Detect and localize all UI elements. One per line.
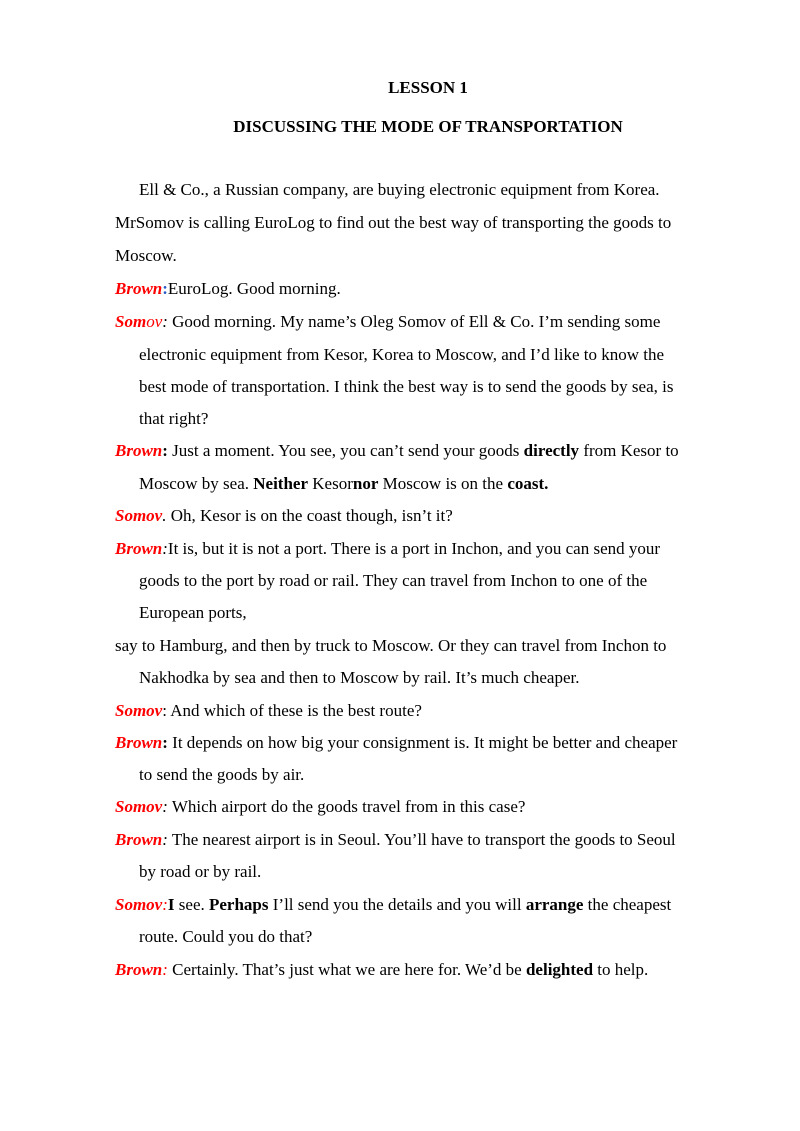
- lesson-title: DISCUSSING THE MODE OF TRANSPORTATION: [233, 117, 623, 136]
- dialogue-line: [115, 733, 677, 753]
- intro-line: Moscow.: [115, 246, 177, 265]
- dialogue-text: Which airport do the goods travel from in this case?: [167, 797, 526, 816]
- speaker-colon: :: [162, 733, 168, 752]
- dialogue-text: It is, but it is not a port. There is a port in Inchon, and you can send your: [167, 539, 661, 558]
- key-word: arrange: [525, 895, 584, 914]
- dialogue-line: by road or by rail.: [139, 862, 262, 881]
- dialogue-line: [115, 797, 525, 817]
- dialogue-line: [115, 279, 341, 299]
- dialogue-text: Good morning. My name’s Oleg Somov of Ell & Co. I’m sending some: [167, 312, 661, 331]
- dialogue-text: And which of these is the best route?: [166, 701, 422, 720]
- speaker-name: Brown: [115, 279, 163, 298]
- dialogue-text: the cheapest: [583, 895, 672, 914]
- key-word: Perhaps: [209, 895, 269, 914]
- speaker-name-part: Som: [115, 312, 147, 331]
- dialogue-line: [115, 312, 660, 332]
- dialogue-text: I’ll send you the details and you will: [268, 895, 526, 914]
- dialogue-line: best mode of transportation. I think the best way is to send the goods by sea, is: [139, 377, 674, 396]
- dialogue-text: see.: [174, 895, 209, 914]
- dialogue-text: to help.: [593, 960, 649, 979]
- key-word: Neither: [253, 474, 309, 493]
- speaker-colon: :: [162, 960, 168, 979]
- speaker-name: Brown: [115, 539, 163, 558]
- dialogue-line: electronic equipment from Kesor, Korea to Moscow, and I’d like to know the: [139, 345, 665, 364]
- dialogue-text: I: [167, 895, 175, 914]
- speaker-name: Somov: [115, 895, 163, 914]
- speaker-colon: :: [162, 797, 168, 816]
- speaker-name: Brown: [115, 960, 163, 979]
- intro-line: Ell & Co., a Russian company, are buying electronic equipment from Korea.: [139, 180, 660, 199]
- dialogue-line: Nakhodka by sea and then to Moscow by rail. It’s much cheaper.: [139, 668, 580, 687]
- dialogue-line: [115, 701, 422, 721]
- dialogue-text: EuroLog. Good morning.: [167, 279, 341, 298]
- speaker-colon: :: [162, 701, 167, 720]
- dialogue-line: say to Hamburg, and then by truck to Moscow. Or they can travel from Inchon to: [115, 636, 667, 655]
- key-word: coast.: [507, 474, 549, 493]
- dialogue-text: Certainly. That’s just what we are here for. We’d be: [167, 960, 526, 979]
- dialogue-text: Moscow is on the: [378, 474, 508, 493]
- dialogue-line: [115, 895, 671, 915]
- speaker-name: Brown: [115, 441, 163, 460]
- speaker-colon: :: [162, 441, 168, 460]
- dialogue-text: Kesor: [308, 474, 353, 493]
- dialogue-text: Moscow by sea.: [139, 474, 254, 493]
- dialogue-line: route. Could you do that?: [139, 927, 313, 946]
- speaker-colon: :: [162, 830, 168, 849]
- dialogue-text: from Kesor to: [579, 441, 679, 460]
- dialogue-line: that right?: [139, 409, 209, 428]
- dialogue-line: [139, 474, 548, 494]
- speaker-colon: .: [162, 506, 167, 525]
- dialogue-text: Just a moment. You see, you can’t send your goods: [167, 441, 524, 460]
- speaker-colon: :: [162, 895, 168, 914]
- speaker-colon: :: [162, 279, 168, 298]
- dialogue-text: The nearest airport is in Seoul. You’ll have to transport the goods to Seoul: [167, 830, 676, 849]
- dialogue-line: to send the goods by air.: [139, 765, 305, 784]
- speaker-name: Brown: [115, 733, 163, 752]
- speaker-name: Somov: [115, 797, 163, 816]
- speaker-name: Somov: [115, 506, 163, 525]
- dialogue-text: Oh, Kesor is on the coast though, isn’t it?: [166, 506, 453, 525]
- lesson-heading: LESSON 1: [388, 78, 468, 97]
- key-word: directly: [523, 441, 580, 460]
- key-word: delighted: [525, 960, 594, 979]
- speaker-name-part: ov: [146, 312, 163, 331]
- key-word: nor: [352, 474, 379, 493]
- speaker-colon: :: [162, 312, 168, 331]
- dialogue-line: [115, 539, 660, 559]
- dialogue-line: [115, 830, 676, 850]
- speaker-name: Somov: [115, 701, 163, 720]
- intro-line: MrSomov is calling EuroLog to find out the best way of transporting the goods to: [115, 213, 672, 232]
- speaker-colon: :: [162, 539, 168, 558]
- speaker-name: Brown: [115, 830, 163, 849]
- dialogue-line: [115, 960, 648, 980]
- dialogue-line: European ports,: [139, 603, 247, 622]
- dialogue-line: [115, 506, 453, 526]
- dialogue-text: It depends on how big your consignment is. It might be better and cheaper: [167, 733, 678, 752]
- dialogue-line: [115, 441, 679, 461]
- dialogue-line: goods to the port by road or rail. They can travel from Inchon to one of the: [139, 571, 648, 590]
